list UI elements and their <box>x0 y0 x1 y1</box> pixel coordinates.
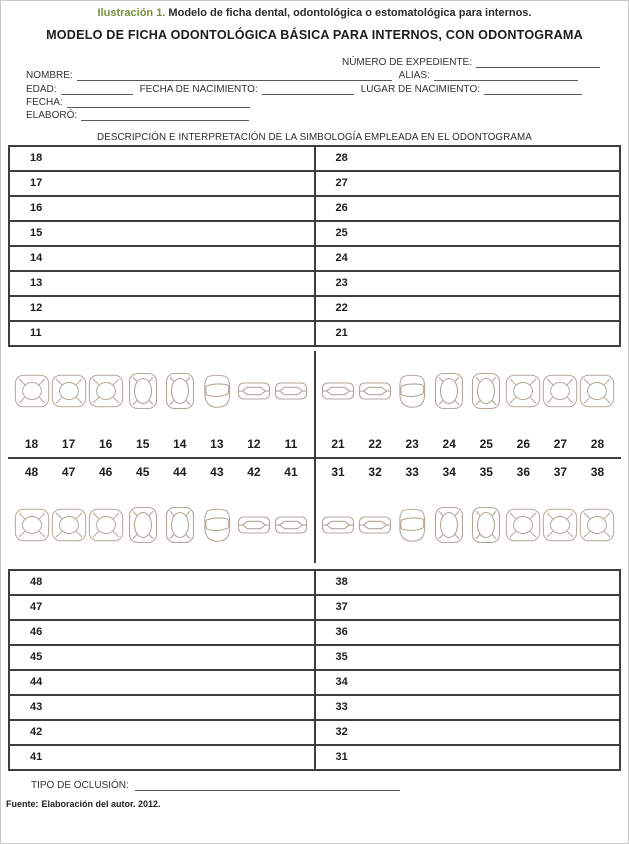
tooth-desc-cell-46: 46 <box>9 620 315 645</box>
occlusion-row <box>31 780 628 791</box>
figure-caption <box>1 7 628 19</box>
tooth-36-diagram <box>505 506 541 544</box>
tooth-desc-cell-23: 23 <box>315 271 621 296</box>
tooth-13-diagram <box>199 373 235 409</box>
edad-label: EDAD: <box>26 83 57 95</box>
alias-label: ALIAS: <box>398 70 430 82</box>
form-row-nombre-alias <box>26 68 600 81</box>
tooth-desc-cell-22: 22 <box>315 296 621 321</box>
tooth-desc-cell-15: 15 <box>9 221 315 246</box>
lower-teeth-description-table <box>8 569 621 771</box>
tooth-31-diagram <box>320 515 356 535</box>
odontogram-left-half <box>8 485 315 565</box>
expediente-field-blank <box>476 58 600 68</box>
tooth-desc-cell-36: 36 <box>315 620 621 645</box>
tooth-desc-cell-41: 41 <box>9 745 315 770</box>
tooth-45-diagram <box>125 506 161 544</box>
page-title: MODELO DE FICHA ODONTOLÓGICA BÁSICA PARA INTERNOS, CON ODONTOGRAMA <box>46 28 583 42</box>
tooth-number-32: 32 <box>368 464 382 479</box>
tooth-number-11: 11 <box>284 436 298 451</box>
table-row <box>9 221 620 246</box>
tooth-number-33: 33 <box>405 464 419 479</box>
table-row <box>9 720 620 745</box>
edad-field-blank <box>61 85 133 95</box>
tooth-number-44: 44 <box>173 464 187 479</box>
table-row <box>9 745 620 770</box>
table-row <box>9 670 620 695</box>
tooth-desc-cell-12: 12 <box>9 296 315 321</box>
tooth-23-diagram <box>394 373 430 409</box>
expediente-label: NÚMERO DE EXPEDIENTE: <box>341 57 472 69</box>
tooth-27-diagram <box>542 372 578 410</box>
tooth-desc-cell-18: 18 <box>9 146 315 171</box>
tooth-37-diagram <box>542 506 578 544</box>
tooth-14-diagram <box>162 372 198 410</box>
tooth-number-15: 15 <box>136 436 150 451</box>
tooth-desc-cell-17: 17 <box>9 171 315 196</box>
tooth-number-47: 47 <box>61 464 76 479</box>
tooth-desc-cell-21: 21 <box>315 321 621 346</box>
tooth-12-diagram <box>236 381 272 401</box>
tooth-number-13: 13 <box>210 436 224 451</box>
elaboro-label: ELABORÓ: <box>26 109 78 121</box>
form-row-elaboro <box>26 108 600 121</box>
tooth-number-31: 31 <box>331 464 345 479</box>
tooth-desc-cell-24: 24 <box>315 246 621 271</box>
odontogram-left-numbers <box>8 431 315 457</box>
lugar-nacimiento-label: LUGAR DE NACIMIENTO: <box>360 83 481 95</box>
tooth-desc-cell-33: 33 <box>315 695 621 720</box>
tooth-number-26: 26 <box>516 436 531 451</box>
tooth-number-17: 17 <box>61 436 76 451</box>
figure-caption-text: Modelo de ficha dental, odontológica o estomatológica para internos. <box>165 7 532 19</box>
table-row <box>9 146 620 171</box>
occlusion-field-blank <box>135 781 400 791</box>
source-note <box>6 799 628 809</box>
table-row <box>9 321 620 346</box>
figure-caption-number: Ilustración 1. <box>97 7 166 19</box>
fecha-label: FECHA: <box>26 96 63 108</box>
tooth-desc-cell-37: 37 <box>315 595 621 620</box>
lugar-nacimiento-field-blank <box>484 85 582 95</box>
tooth-number-43: 43 <box>210 464 224 479</box>
tooth-number-41: 41 <box>284 464 298 479</box>
tooth-desc-cell-26: 26 <box>315 196 621 221</box>
tooth-43-diagram <box>199 507 235 543</box>
table-row <box>9 171 620 196</box>
tooth-desc-cell-16: 16 <box>9 196 315 221</box>
table-row <box>9 620 620 645</box>
tooth-desc-cell-25: 25 <box>315 221 621 246</box>
tooth-22-diagram <box>357 381 393 401</box>
odontogram-left-half <box>8 351 315 431</box>
tooth-11-diagram <box>273 381 309 401</box>
tooth-desc-cell-45: 45 <box>9 645 315 670</box>
fecha-nacimiento-field-blank <box>262 85 354 95</box>
tooth-number-23: 23 <box>405 436 419 451</box>
tooth-desc-cell-44: 44 <box>9 670 315 695</box>
tooth-48-diagram <box>14 506 50 544</box>
tooth-25-diagram <box>468 372 504 410</box>
nombre-label: NOMBRE: <box>26 70 73 82</box>
tooth-number-16: 16 <box>98 436 113 451</box>
tooth-47-diagram <box>51 506 87 544</box>
tooth-desc-cell-11: 11 <box>9 321 315 346</box>
tooth-desc-cell-42: 42 <box>9 720 315 745</box>
tooth-46-diagram <box>88 506 124 544</box>
odontogram-midline-divider <box>314 351 316 563</box>
elaboro-field-blank <box>81 111 249 121</box>
tooth-26-diagram <box>505 372 541 410</box>
tooth-desc-cell-13: 13 <box>9 271 315 296</box>
odontogram-right-numbers <box>315 459 622 485</box>
tooth-number-28: 28 <box>590 436 605 451</box>
tooth-desc-cell-48: 48 <box>9 570 315 595</box>
upper-teeth-description-table <box>8 145 621 347</box>
tooth-number-14: 14 <box>173 436 187 451</box>
nombre-field-blank <box>77 71 392 81</box>
odontogram <box>8 351 621 563</box>
tooth-number-25: 25 <box>479 436 493 451</box>
tooth-number-27: 27 <box>553 436 568 451</box>
tooth-desc-cell-38: 38 <box>315 570 621 595</box>
tooth-number-35: 35 <box>479 464 493 479</box>
tooth-number-38: 38 <box>590 464 605 479</box>
tooth-16-diagram <box>88 372 124 410</box>
tooth-number-21: 21 <box>331 436 345 451</box>
odontogram-right-half <box>315 485 622 565</box>
form-row-edad-nacimiento <box>26 81 600 94</box>
tooth-15-diagram <box>125 372 161 410</box>
tooth-35-diagram <box>468 506 504 544</box>
tooth-desc-cell-47: 47 <box>9 595 315 620</box>
tooth-33-diagram <box>394 507 430 543</box>
source-text: Elaboración del autor. 2012. <box>41 798 161 809</box>
table-row <box>9 570 620 595</box>
table-row <box>9 246 620 271</box>
alias-field-blank <box>434 71 578 81</box>
tooth-desc-cell-43: 43 <box>9 695 315 720</box>
form-row-expediente <box>26 55 600 68</box>
tooth-desc-cell-28: 28 <box>315 146 621 171</box>
symbology-section-header: DESCRIPCIÓN E INTERPRETACIÓN DE LA SIMBOLOGÍA EMPLEADA EN EL ODONTOGRAMA <box>97 131 532 143</box>
tooth-number-12: 12 <box>247 436 261 451</box>
tooth-desc-cell-34: 34 <box>315 670 621 695</box>
tooth-number-34: 34 <box>442 464 456 479</box>
tooth-42-diagram <box>236 515 272 535</box>
table-row <box>9 695 620 720</box>
tooth-desc-cell-35: 35 <box>315 645 621 670</box>
tooth-desc-cell-14: 14 <box>9 246 315 271</box>
tooth-desc-cell-27: 27 <box>315 171 621 196</box>
patient-form <box>26 55 600 121</box>
odontogram-right-numbers <box>315 431 622 457</box>
tooth-number-48: 48 <box>24 464 39 479</box>
tooth-desc-cell-31: 31 <box>315 745 621 770</box>
tooth-41-diagram <box>273 515 309 535</box>
tooth-number-37: 37 <box>553 464 568 479</box>
tooth-number-42: 42 <box>247 464 261 479</box>
tooth-44-diagram <box>162 506 198 544</box>
table-row <box>9 296 620 321</box>
tooth-34-diagram <box>431 506 467 544</box>
source-label: Fuente: <box>6 798 39 809</box>
tooth-17-diagram <box>51 372 87 410</box>
tooth-number-46: 46 <box>98 464 113 479</box>
odontogram-right-half <box>315 351 622 431</box>
table-row <box>9 196 620 221</box>
tooth-number-45: 45 <box>136 464 150 479</box>
table-row <box>9 595 620 620</box>
fecha-field-blank <box>67 98 250 108</box>
fecha-nacimiento-label: FECHA DE NACIMIENTO: <box>139 83 258 95</box>
tooth-28-diagram <box>579 372 615 410</box>
tooth-38-diagram <box>579 506 615 544</box>
table-row <box>9 271 620 296</box>
tooth-number-22: 22 <box>368 436 382 451</box>
form-row-fecha <box>26 95 600 108</box>
odontogram-left-numbers <box>8 459 315 485</box>
table-row <box>9 645 620 670</box>
tooth-number-24: 24 <box>442 436 456 451</box>
tooth-32-diagram <box>357 515 393 535</box>
tooth-number-18: 18 <box>24 436 39 451</box>
tooth-number-36: 36 <box>516 464 531 479</box>
occlusion-label: TIPO DE OCLUSIÓN: <box>31 779 129 791</box>
tooth-desc-cell-32: 32 <box>315 720 621 745</box>
tooth-21-diagram <box>320 381 356 401</box>
tooth-24-diagram <box>431 372 467 410</box>
tooth-18-diagram <box>14 372 50 410</box>
